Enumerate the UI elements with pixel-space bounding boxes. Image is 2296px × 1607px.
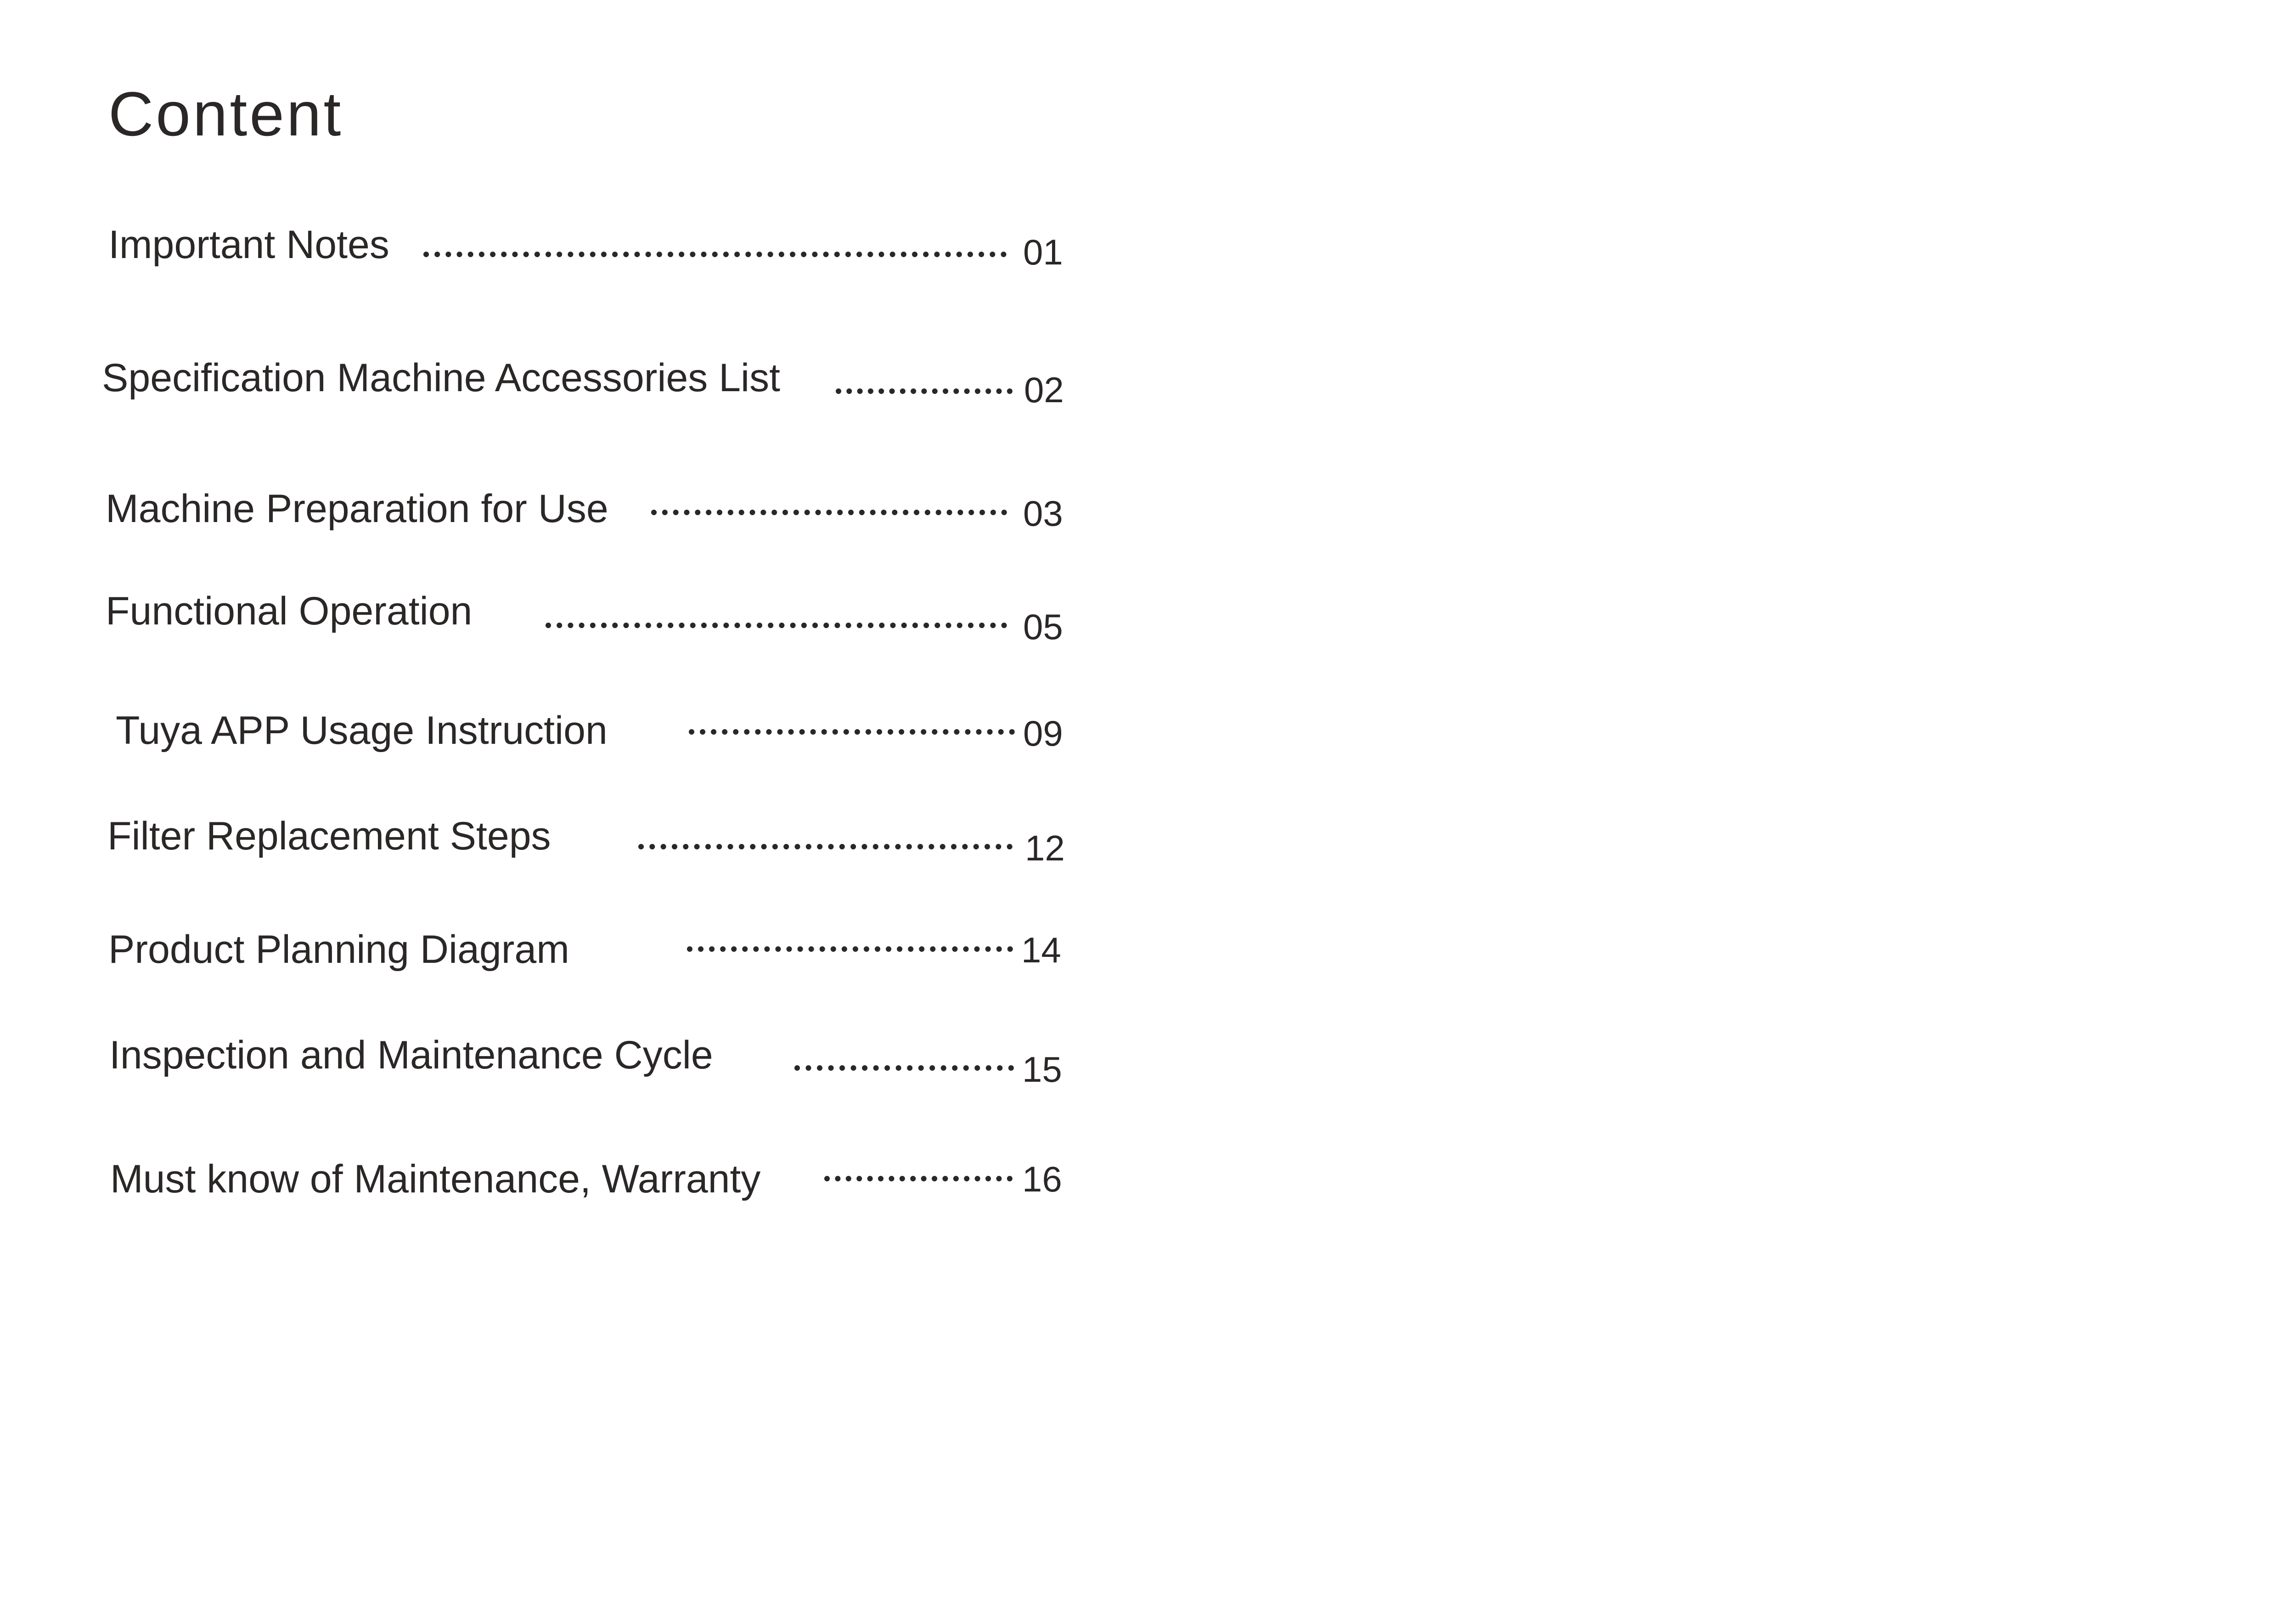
toc-entry-product-planning bbox=[0, 927, 1102, 985]
toc-entry-machine-preparation bbox=[0, 489, 1102, 544]
toc-page-number: 09 bbox=[1023, 713, 1063, 753]
toc-entry-title: Must know of Maintenance, Warranty bbox=[110, 1157, 761, 1201]
toc-leader-dots bbox=[638, 844, 1013, 849]
toc-entry-title: Important Notes bbox=[108, 223, 389, 267]
toc-entry-title: Inspection and Maintenance Cycle bbox=[109, 1033, 713, 1077]
toc-entry-specification bbox=[0, 358, 1102, 413]
toc-page-number: 14 bbox=[1021, 930, 1061, 970]
toc-entry-filter-replacement bbox=[0, 816, 1102, 871]
toc-leader-dots bbox=[824, 1176, 1013, 1181]
toc-leader-dots bbox=[687, 946, 1013, 952]
toc-entry-title: Product Planning Diagram bbox=[108, 927, 569, 972]
toc-page-number: 15 bbox=[1022, 1049, 1062, 1090]
toc-page-number: 02 bbox=[1024, 370, 1064, 410]
toc-leader-dots bbox=[836, 388, 1013, 394]
toc-entry-title: Functional Operation bbox=[106, 589, 473, 633]
toc-leader-dots bbox=[546, 623, 1007, 628]
toc-page-number: 05 bbox=[1023, 607, 1063, 647]
toc-entry-title: Specification Machine Accessories List bbox=[102, 356, 781, 400]
toc-entry-important-notes bbox=[0, 225, 1102, 280]
toc-page-number: 12 bbox=[1025, 828, 1065, 868]
toc-entry-functional-operation bbox=[0, 591, 1102, 646]
toc-entry-title: Tuya APP Usage Instruction bbox=[116, 708, 608, 753]
toc-page-number: 01 bbox=[1023, 232, 1063, 272]
toc-leader-dots bbox=[651, 510, 1007, 515]
toc-entry-inspection-maintenance bbox=[0, 1035, 1102, 1090]
toc-page-number: 03 bbox=[1023, 493, 1063, 534]
toc-page-number: 16 bbox=[1022, 1159, 1062, 1199]
toc-leader-dots bbox=[689, 729, 1015, 735]
toc-entry-title: Machine Preparation for Use bbox=[106, 487, 608, 531]
toc-leader-dots bbox=[423, 252, 1007, 257]
toc-entry-maintenance-warranty bbox=[0, 1159, 1102, 1214]
toc-entry-title: Filter Replacement Steps bbox=[107, 814, 551, 858]
toc-entry-tuya-app bbox=[0, 708, 1102, 766]
page-title: Content bbox=[108, 79, 343, 149]
toc-leader-dots bbox=[794, 1065, 1014, 1071]
